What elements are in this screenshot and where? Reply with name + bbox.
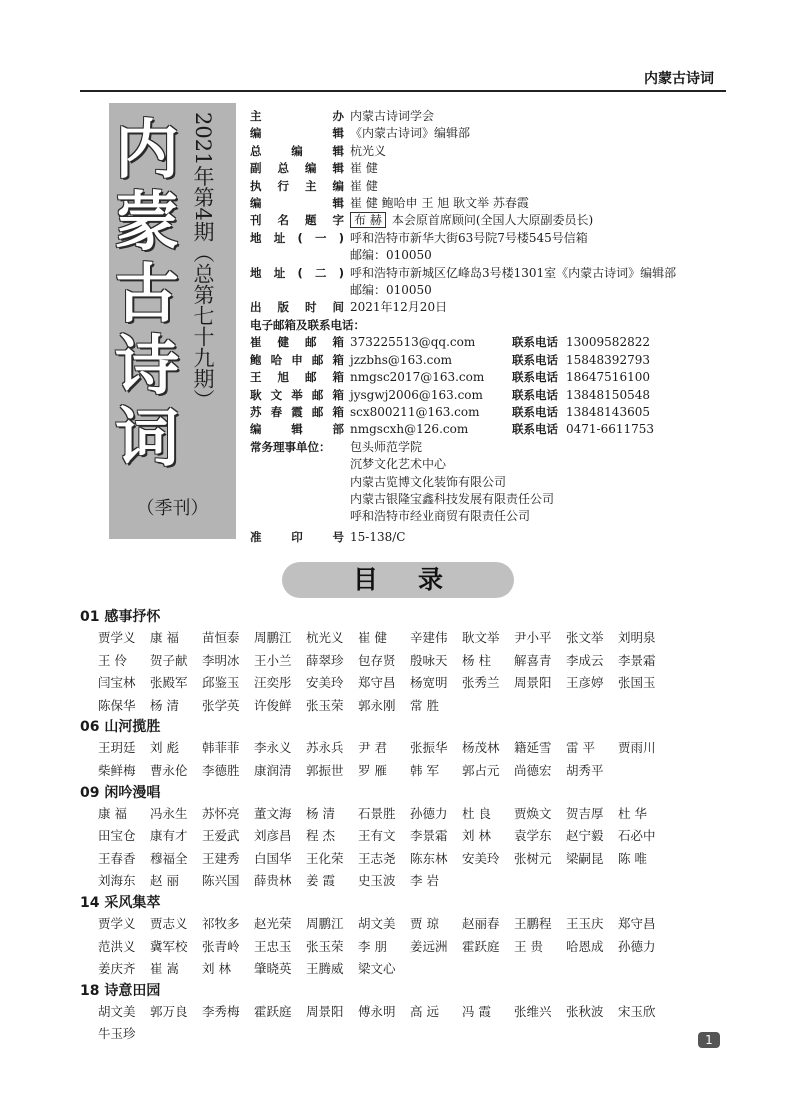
author-name: 李 朋	[358, 938, 387, 954]
author-name: 杨 清	[150, 697, 179, 713]
council-member	[250, 456, 730, 473]
toc-heading: 目录	[282, 562, 514, 598]
author-name: 石景胜	[358, 805, 396, 821]
author-name: 杨茂林	[462, 740, 500, 756]
header-rule	[80, 90, 726, 92]
contact-row	[250, 421, 730, 438]
member-name: 呼和浩特市经业商贸有限责任公司	[350, 509, 531, 524]
section-title[interactable]: 06 山河揽胜	[80, 719, 161, 736]
row-value: 2021年12月20日	[350, 300, 448, 315]
author-name: 冀军校	[150, 938, 188, 954]
council-member	[250, 491, 730, 508]
contact-phone: 13848150548	[566, 387, 650, 402]
publish-row	[250, 299, 730, 316]
author-name: 史玉波	[358, 873, 396, 889]
section-title[interactable]: 18 诗意田园	[80, 982, 161, 999]
author-name: 贾 琼	[410, 915, 439, 931]
row-value: 《内蒙古诗词》编辑部	[350, 126, 471, 141]
author-name: 许俊鲜	[254, 697, 292, 713]
author-name: 张树元	[514, 850, 552, 866]
contact-email: nmgsc2017@163.com	[350, 370, 485, 385]
author-name: 张文举	[566, 630, 604, 645]
author-name: 郭振世	[306, 762, 344, 778]
author-name: 王彦婷	[566, 675, 604, 691]
postcode: 邮编：010050	[350, 248, 432, 263]
author-name: 尹 君	[358, 740, 387, 756]
author-list	[80, 737, 730, 782]
author-name: 张国玉	[618, 675, 656, 691]
license-row	[250, 529, 730, 546]
row-label: 执行主编	[250, 178, 344, 193]
author-name: 祁牧多	[202, 915, 240, 931]
author-name: 白国华	[254, 850, 292, 866]
author-name: 刘海东	[98, 873, 136, 889]
section-title[interactable]: 01 感事抒怀	[80, 609, 161, 625]
author-name: 康润清	[254, 762, 292, 778]
row-label: 总编辑	[250, 143, 344, 158]
address2-row	[250, 265, 730, 282]
author-name: 李秀梅	[202, 1003, 240, 1019]
phone-label: 联系电话	[512, 370, 558, 385]
season-label: （季刊）	[136, 498, 209, 519]
author-name: 康有才	[150, 828, 188, 844]
issue-number: 2021年第4期（总第七十九期）	[191, 112, 215, 410]
row-label: 主办	[250, 109, 344, 123]
author-name: 霍跃庭	[462, 938, 500, 954]
contact-list	[250, 334, 730, 438]
author-name: 张维兴	[514, 1003, 552, 1019]
row-label: 刊名题字	[250, 213, 344, 228]
author-name: 杜 良	[462, 805, 491, 821]
author-name: 周景阳	[306, 1003, 344, 1019]
contact-phone: 15848392793	[566, 352, 650, 367]
calligrapher-desc: 本会原首席顾问(全国人大原副委员长)	[391, 213, 594, 228]
page-number: 1	[698, 1032, 720, 1048]
author-name: 袁学东	[514, 828, 552, 844]
author-name: 孙德力	[618, 938, 656, 954]
row-label: 地址(一)	[250, 230, 344, 245]
phone-label: 联系电话	[512, 422, 558, 437]
address2-postcode	[250, 282, 730, 299]
author-name: 康 福	[150, 630, 179, 645]
contact-phone: 0471-6611753	[566, 422, 655, 437]
author-name: 赵丽春	[462, 915, 500, 931]
masthead-row	[250, 108, 730, 125]
author-name: 霍跃庭	[254, 1003, 292, 1019]
address1-row	[250, 230, 730, 247]
row-label: 地址(二)	[250, 265, 344, 280]
author-name: 苏永兵	[306, 740, 344, 756]
author-name: 王有文	[358, 828, 396, 844]
author-name: 穆福全	[150, 850, 188, 866]
council-member	[250, 474, 730, 491]
author-name: 李成云	[566, 652, 604, 668]
contact-row	[250, 387, 730, 404]
council-member	[250, 508, 730, 525]
author-name: 尹小平	[514, 630, 552, 645]
row-label: 编辑	[250, 126, 344, 141]
author-name: 周鹏江	[306, 915, 344, 931]
member-name: 沉梦文化艺术中心	[350, 457, 447, 472]
author-name: 薛翠珍	[306, 652, 344, 668]
author-name: 陈保华	[98, 697, 136, 713]
author-name: 杜 华	[618, 805, 647, 821]
author-name: 冯 霞	[462, 1003, 491, 1019]
masthead-row	[250, 195, 730, 212]
author-name: 高 远	[410, 1003, 439, 1019]
contact-email: 373225513@qq.com	[350, 335, 476, 350]
author-name: 曹永伦	[150, 762, 188, 778]
author-name: 王腾威	[306, 961, 344, 977]
author-name: 姜远洲	[410, 938, 448, 954]
author-name: 刘明泉	[618, 630, 656, 645]
author-name: 赵宁毅	[566, 828, 604, 844]
phone-label: 联系电话	[512, 335, 558, 350]
contact-label: 崔健邮箱	[250, 335, 344, 350]
author-name: 苏怀亮	[202, 805, 240, 821]
row-value: 15-138/C	[350, 529, 406, 544]
table-of-contents	[80, 607, 730, 1046]
author-list	[80, 627, 730, 717]
contact-email: nmgscxh@126.com	[350, 422, 469, 437]
contact-phone: 18647516100	[566, 370, 650, 385]
title-char: 古	[115, 257, 179, 332]
row-label: 编辑	[250, 196, 344, 211]
author-name: 刘 彪	[150, 740, 179, 756]
author-name: 杨宽明	[410, 675, 448, 691]
row-value: 崔 健	[350, 178, 378, 193]
masthead-row	[250, 143, 730, 160]
author-name: 王爱武	[202, 828, 240, 844]
author-name: 郭万良	[150, 1003, 188, 1019]
author-name: 刘彦昌	[254, 828, 292, 844]
author-name: 王 贵	[514, 938, 543, 954]
row-label: 副总编辑	[250, 161, 344, 176]
author-name: 杭光义	[306, 630, 344, 645]
author-name: 杨 清	[306, 805, 335, 821]
council-row	[250, 439, 730, 456]
author-name: 张振华	[410, 740, 448, 756]
title-char: 词	[115, 401, 179, 476]
contact-label: 王旭邮箱	[250, 370, 344, 385]
title-calligrapher-row	[250, 212, 730, 229]
author-name: 程 杰	[306, 828, 335, 844]
masthead-list	[250, 108, 730, 212]
author-name: 贺子献	[150, 652, 188, 668]
contact-row	[250, 404, 730, 421]
author-name: 王志尧	[358, 850, 396, 866]
author-name: 刘 林	[202, 961, 231, 977]
author-list	[80, 913, 730, 981]
row-value: 内蒙古诗词学会	[350, 109, 435, 123]
author-name: 哈恩成	[566, 938, 604, 954]
author-name: 董文海	[254, 805, 292, 821]
author-name: 郑守昌	[618, 915, 656, 931]
author-name: 殷咏天	[410, 652, 448, 668]
author-name: 包存贤	[358, 652, 396, 668]
author-name: 雷 平	[566, 740, 595, 756]
author-name: 张学英	[202, 697, 240, 713]
author-name: 胡文美	[98, 1003, 136, 1019]
calligrapher-name: 布 赫	[350, 212, 386, 228]
contact-row	[250, 369, 730, 386]
author-name: 张玉荣	[306, 697, 344, 713]
author-name: 冯永生	[150, 805, 188, 821]
address1-postcode	[250, 247, 730, 264]
postcode: 邮编：010050	[350, 283, 432, 298]
author-name: 王化荣	[306, 850, 344, 866]
author-name: 李明冰	[202, 652, 240, 668]
member-name: 内蒙古银隆宝鑫科技发展有限责任公司	[350, 491, 555, 506]
author-name: 贾志义	[150, 915, 188, 931]
contact-label: 苏春霞邮箱	[250, 404, 344, 419]
author-name: 耿文举	[462, 630, 500, 645]
author-name: 石必中	[618, 828, 656, 844]
author-name: 陈 唯	[618, 850, 647, 866]
author-name: 肇晓英	[254, 961, 292, 977]
author-name: 胡秀平	[566, 762, 604, 778]
author-name: 解喜青	[514, 652, 552, 668]
author-name: 王春香	[98, 850, 136, 866]
contact-email: jysgwj2006@163.com	[350, 387, 483, 402]
row-label: 出版时间	[250, 300, 344, 315]
title-char: 诗	[115, 329, 179, 404]
author-name: 李景霜	[410, 828, 448, 844]
author-name: 宋玉欣	[618, 1003, 656, 1019]
row-value: 包头师范学院	[350, 439, 423, 454]
contact-email: jzzbhs@163.com	[350, 352, 452, 367]
author-name: 柴鲜梅	[98, 762, 136, 778]
author-name: 姜庆齐	[98, 961, 136, 977]
email-heading: 电子邮箱及联系电话：	[250, 317, 365, 332]
toc-section	[80, 607, 730, 717]
author-name: 孙德力	[410, 805, 448, 821]
author-name: 王小兰	[254, 652, 292, 668]
toc-section	[80, 981, 730, 1046]
member-name: 内蒙古览博文化装饰有限公司	[350, 474, 507, 489]
author-name: 郭永刚	[358, 697, 396, 713]
author-name: 郑守昌	[358, 675, 396, 691]
author-name: 周鹏江	[254, 630, 292, 645]
title-char: 蒙	[115, 185, 179, 260]
author-name: 辛建伟	[410, 630, 448, 645]
author-name: 田宝仓	[98, 828, 136, 844]
author-name: 梁嗣昆	[566, 850, 604, 866]
author-name: 汪奕彤	[254, 675, 292, 691]
author-name: 赵 丽	[150, 873, 179, 889]
row-value: 呼和浩特市新华大街63号院7号楼545号信箱	[350, 230, 588, 245]
author-name: 周景阳	[514, 675, 552, 691]
author-name: 常 胜	[410, 697, 439, 713]
author-name: 韩菲菲	[202, 740, 240, 756]
author-name: 郭占元	[462, 762, 500, 778]
toc-section	[80, 783, 730, 893]
row-label: 准印号	[250, 529, 344, 544]
author-list	[80, 803, 730, 893]
contact-row	[250, 352, 730, 369]
author-name: 邱鉴玉	[202, 675, 240, 691]
author-name: 张殿军	[150, 675, 188, 691]
author-name: 范洪义	[98, 938, 136, 954]
author-name: 王玉庆	[566, 915, 604, 931]
author-name: 贺吉厚	[566, 805, 604, 821]
phone-label: 联系电话	[512, 352, 558, 367]
contact-phone: 13848143605	[566, 404, 650, 419]
author-name: 李景霜	[618, 652, 656, 668]
masthead-row	[250, 160, 730, 177]
contact-label: 鲍哈申邮箱	[250, 352, 344, 367]
contact-row	[250, 334, 730, 351]
author-name: 王玥廷	[98, 740, 136, 756]
row-value	[350, 212, 730, 229]
author-list	[80, 1001, 730, 1046]
header-title: 内蒙古诗词	[644, 71, 714, 87]
author-name: 张青岭	[202, 938, 240, 954]
author-name: 姜 霞	[306, 873, 335, 889]
author-name: 刘 林	[462, 828, 491, 844]
author-name: 贾雨川	[618, 740, 656, 756]
toc-section	[80, 893, 730, 981]
author-name: 杨 柱	[462, 652, 491, 668]
author-name: 崔 嵩	[150, 961, 179, 977]
author-name: 陈兴国	[202, 873, 240, 889]
author-name: 李永义	[254, 740, 292, 756]
author-name: 贾焕文	[514, 805, 552, 821]
masthead-row	[250, 178, 730, 195]
author-name: 闫宝林	[98, 675, 136, 691]
phone-label: 联系电话	[512, 387, 558, 402]
author-name: 陈东林	[410, 850, 448, 866]
contact-label: 耿文举邮箱	[250, 387, 344, 402]
title-char: 内	[115, 113, 179, 188]
author-name: 韩 军	[410, 762, 439, 778]
section-title[interactable]: 14 采风集萃	[80, 894, 161, 911]
masthead-info	[250, 108, 730, 546]
author-name: 王忠玉	[254, 938, 292, 954]
author-name: 安美玲	[306, 675, 344, 691]
author-name: 康 福	[98, 805, 127, 821]
author-name: 崔 健	[358, 630, 387, 645]
author-name: 赵光荣	[254, 915, 292, 931]
author-name: 薛贵林	[254, 873, 292, 889]
author-name: 牛玉珍	[98, 1026, 136, 1042]
author-name: 李德胜	[202, 762, 240, 778]
row-value: 崔 健	[350, 161, 378, 176]
author-name: 胡文美	[358, 915, 396, 931]
author-name: 尚德宏	[514, 762, 552, 778]
author-name: 王 伶	[98, 652, 127, 668]
author-name: 安美玲	[462, 850, 500, 866]
contact-email: scx800211@163.com	[350, 404, 480, 419]
author-name: 籍延雪	[514, 740, 552, 756]
author-name: 梁文心	[358, 961, 396, 977]
section-title[interactable]: 09 闲吟漫唱	[80, 784, 161, 801]
masthead-row	[250, 125, 730, 142]
contact-phone: 13009582822	[566, 335, 650, 350]
author-name: 李 岩	[410, 873, 439, 889]
author-name: 王鹏程	[514, 915, 552, 931]
row-value: 呼和浩特市新城区亿峰岛3号楼1301室《内蒙古诗词》编辑部	[350, 265, 677, 280]
contact-label: 编辑部	[250, 422, 344, 437]
phone-label: 联系电话	[512, 404, 558, 419]
author-name: 贾学义	[98, 630, 136, 645]
toc-section	[80, 717, 730, 782]
row-value: 杭光义	[350, 143, 387, 158]
masthead-title	[109, 115, 185, 475]
author-name: 张秀兰	[462, 675, 500, 691]
author-name: 罗 雁	[358, 762, 387, 778]
row-label: 常务理事单位：	[250, 439, 331, 454]
author-name: 王建秀	[202, 850, 240, 866]
author-name: 张秋波	[566, 1003, 604, 1019]
author-name: 张玉荣	[306, 938, 344, 954]
author-name: 苗恒泰	[202, 630, 240, 645]
author-name: 傅永明	[358, 1003, 396, 1019]
author-name: 贾学义	[98, 915, 136, 931]
row-value: 崔 健 鲍哈申 王 旭 耿文举 苏春霞	[350, 196, 529, 211]
